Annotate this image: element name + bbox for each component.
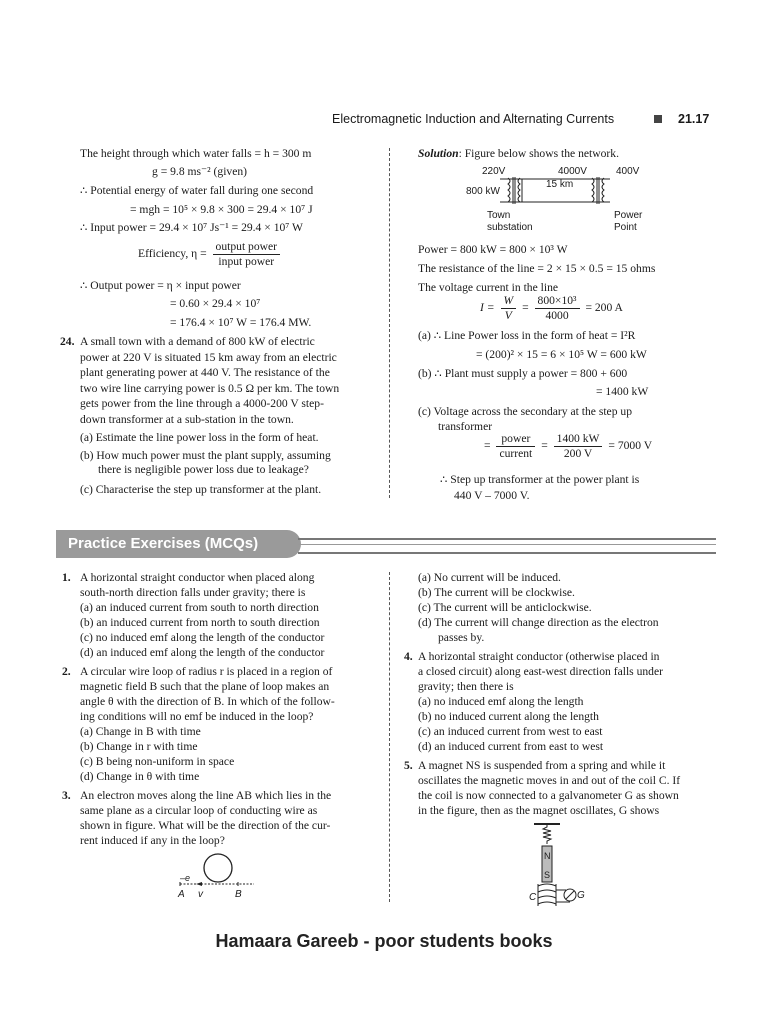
q24-option-b-line2: there is negligible power loss due to leakage? (98, 463, 309, 476)
q24-number: 24. (60, 335, 75, 348)
left-transformer-icon (508, 177, 520, 204)
q1-option-2: (c) no induced emf along the length of the conductor (80, 631, 325, 644)
practice-heading-rule (298, 538, 716, 554)
q3-line-4: rent induced if any in the loop? (80, 834, 225, 847)
q4-line-2: a closed circuit) along east-west direction falls under (418, 665, 663, 678)
fig5-g: G (577, 890, 585, 901)
efficiency-numerator: output power (213, 240, 281, 255)
current-den-2: 4000 (545, 309, 569, 322)
q3-line-1: An electron moves along the line AB which lies in the (80, 789, 332, 802)
solution-b2: = 1400 kW (596, 385, 649, 398)
current-den-1: V (504, 309, 512, 322)
fig5-s: S (544, 870, 551, 880)
efficiency-fraction (213, 240, 281, 269)
voltage-equals-2: = (541, 439, 548, 453)
solution-a2: = (200)² × 15 = 6 × 10⁵ W = 600 kW (476, 348, 647, 361)
left-line-8: = 176.4 × 10⁷ W = 176.4 MW. (170, 316, 312, 329)
q3-line-3: shown in figure. What will be the direction of the cur- (80, 819, 331, 832)
q3-right-option-4: passes by. (438, 631, 485, 644)
network-diagram (460, 162, 670, 234)
q3-line-2: same plane as a circular loop of conducting wire as (80, 804, 318, 817)
q1-option-3: (d) an induced emf along the length of the conductor (80, 646, 325, 659)
q24-line-2: power at 220 V is situated 15 km away from an electric (80, 350, 337, 364)
q2-line-4: ing conditions will no emf be induced in the loop? (80, 710, 314, 723)
header-square-icon (654, 115, 662, 123)
q5-line-1: A magnet NS is suspended from a spring and while it (418, 759, 666, 772)
current-result: = 200 A (585, 301, 623, 315)
fig5-c: C (529, 892, 537, 903)
efficiency-denominator: input power (218, 255, 275, 268)
q2-option-2: (c) B being non-uniform in space (80, 755, 235, 768)
q1-option-1: (b) an induced current from north to south direction (80, 616, 320, 629)
left-line-3: ∴ Potential energy of water fall during one second (80, 184, 314, 197)
footer-banner: Hamaara Gareeb - poor students books (215, 931, 553, 951)
q3-right-option-2: (c) The current will be anticlockwise. (418, 601, 592, 614)
solution-c1: (c) Voltage across the secondary at the step up (418, 405, 632, 418)
solution-d2: 440 V – 7000 V. (454, 489, 530, 502)
diagram-town-1: Town (487, 210, 511, 221)
voltage-equals: = (484, 439, 491, 453)
q3-figure (176, 852, 256, 900)
voltage-num-2: 1400 kW (554, 432, 603, 447)
fig3-b: B (235, 889, 242, 900)
q5-figure (524, 822, 588, 914)
q4-option-0: (a) no induced emf along the length (418, 695, 584, 708)
voltage-result: = 7000 V (608, 439, 653, 453)
diagram-distance: 15 km (546, 179, 574, 190)
diagram-load: 800 kW (466, 186, 500, 197)
q24-line-5: gets power from the line through a 4000-200 V step- (80, 397, 324, 410)
diagram-voltage-220: 220V (482, 166, 506, 177)
solution-a1: (a) ∴ Line Power loss in the form of heat = I²R (418, 329, 636, 342)
fig3-a: A (178, 889, 185, 900)
q4-line-1: A horizontal straight conductor (otherwise placed in (418, 650, 660, 663)
practice-exercises-heading: Practice Exercises (MCQs) (56, 530, 301, 558)
current-equals: = (522, 301, 529, 315)
q24-option-c: (c) Characterise the step up transformer at the plant. (80, 483, 322, 496)
q3-right-option-0: (a) No current will be induced. (418, 571, 561, 584)
q5-number: 5. (404, 759, 413, 772)
q4-line-3: gravity; then there is (418, 680, 514, 693)
voltage-den-1: current (499, 447, 533, 460)
q2-number: 2. (62, 665, 71, 678)
loop-icon (204, 854, 232, 882)
diagram-voltage-400: 400V (616, 166, 640, 177)
current-lhs: I = (480, 301, 495, 315)
q4-option-3: (d) an induced current from east to west (418, 740, 604, 753)
fig3-v: v (198, 889, 203, 900)
q24-option-b-line1: (b) How much power must the plant supply, assuming (80, 449, 331, 462)
left-line-5: ∴ Input power = 29.4 × 10⁷ Js⁻¹ = 29.4 × 10⁷ W (80, 221, 303, 234)
solution-heading (418, 146, 619, 161)
left-line-1: The height through which water falls = h = 300 m (80, 147, 312, 160)
fig3-electron: –e (180, 873, 191, 883)
q2-line-1: A circular wire loop of radius r is placed in a region of (80, 665, 333, 678)
q24-line-4: two wire line carrying power is 0.5 Ω per km. The town (80, 381, 340, 395)
q24-line-6: down transformer at a sub-station in the town. (80, 412, 294, 426)
q4-option-1: (b) no induced current along the length (418, 710, 599, 723)
diagram-voltage-4000: 4000V (558, 166, 587, 177)
coil-icon (538, 884, 556, 906)
column-divider-top (389, 148, 390, 498)
q1-option-0: (a) an induced current from south to north direction (80, 601, 319, 614)
solution-d1: ∴ Step up transformer at the power plant is (440, 473, 640, 486)
arrow-icon (196, 882, 202, 886)
q5-line-2: oscillates the magnetic moves in and out of the coil C. If (418, 774, 681, 787)
solution-p2: The resistance of the line = 2 × 15 × 0.5 = 15 ohms (418, 262, 656, 275)
left-line-7: = 0.60 × 29.4 × 10⁷ (170, 297, 261, 310)
left-line-6: ∴ Output power = η × input power (80, 279, 241, 292)
q1-number: 1. (62, 571, 71, 584)
diagram-power-2: Point (614, 222, 637, 233)
voltage-num-1: power (496, 432, 535, 447)
solution-p3: The voltage current in the line (418, 281, 559, 294)
q5-line-3: the coil is now connected to a galvanometer G as shown (418, 789, 679, 802)
diagram-town-2: substation (487, 222, 533, 233)
chapter-title: Electromagnetic Induction and Alternating Currents (332, 112, 615, 126)
voltage-den-2: 200 V (563, 447, 593, 460)
q1-line-2: south-north direction falls under gravity; there is (80, 586, 306, 599)
q2-line-2: magnetic field B such that the plane of loop makes an (80, 680, 330, 693)
efficiency-equation (138, 240, 283, 269)
q24-line-3: plant generating power at 440 V. The resistance of the (80, 366, 330, 379)
q24-line-1: A small town with a demand of 800 kW of electric (80, 335, 315, 348)
voltage-frac-2 (554, 432, 603, 461)
q2-option-1: (b) Change in r with time (80, 740, 198, 753)
solution-text: : Figure below shows the network. (458, 147, 619, 160)
q24-option-a: (a) Estimate the line power loss in the form of heat. (80, 431, 319, 444)
left-line-4: = mgh = 10⁵ × 9.8 × 300 = 29.4 × 10⁷ J (130, 203, 313, 216)
q4-option-2: (c) an induced current from west to east (418, 725, 603, 738)
right-transformer-icon (592, 177, 604, 204)
solution-label: Solution (418, 147, 459, 160)
q3-right-option-1: (b) The current will be clockwise. (418, 586, 575, 599)
q5-line-4: in the figure, then as the magnet oscillates, G shows (418, 804, 660, 817)
current-num-1: W (501, 294, 517, 309)
q3-right-option-3: (d) The current will change direction as the electron (418, 616, 659, 629)
efficiency-label: Efficiency, η = (138, 247, 207, 261)
page-number: 21.17 (678, 112, 710, 126)
q3-number: 3. (62, 789, 71, 802)
current-equation (480, 294, 623, 323)
current-num-2: 800×10³ (535, 294, 580, 309)
solution-c2: transformer (438, 420, 493, 433)
fig5-n: N (544, 851, 551, 861)
column-divider-bottom (389, 572, 390, 902)
q4-number: 4. (404, 650, 413, 663)
current-frac-2 (535, 294, 580, 323)
solution-b1: (b) ∴ Plant must supply a power = 800 + 600 (418, 367, 628, 380)
left-line-2: g = 9.8 ms⁻² (given) (152, 165, 248, 178)
voltage-equation (484, 432, 652, 461)
diagram-power-1: Power (614, 210, 643, 221)
q1-line-1: A horizontal straight conductor when placed along (80, 571, 315, 584)
running-header (332, 112, 614, 127)
solution-p1: Power = 800 kW = 800 × 10³ W (418, 243, 568, 256)
voltage-frac-1 (496, 432, 535, 461)
q2-option-0: (a) Change in B with time (80, 725, 201, 738)
q2-line-3: angle θ with the direction of B. In which of the follow- (80, 695, 335, 708)
q2-option-3: (d) Change in θ with time (80, 770, 200, 783)
spring-icon (543, 824, 551, 844)
current-frac-1 (501, 294, 517, 323)
